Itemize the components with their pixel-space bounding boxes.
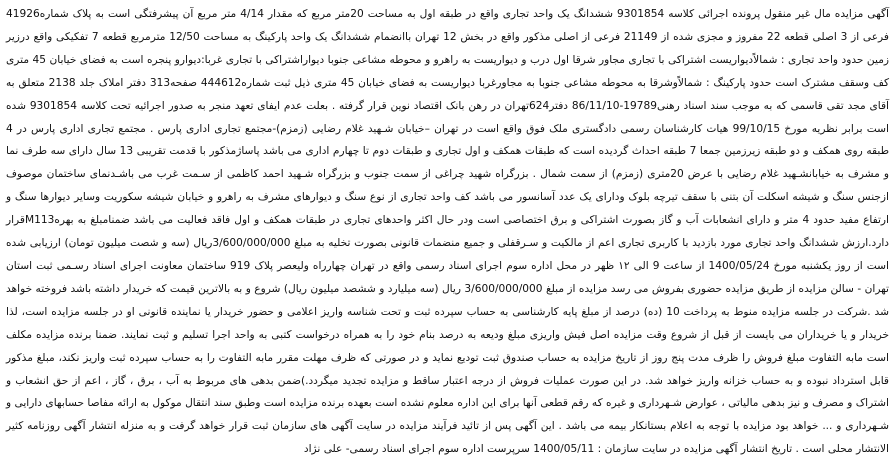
- auction-notice-text: آگهی مزایده مال غیر منقول پرونده اجرائی کلاسه 9301854 ششدانگ یک واحد تجاری واقع در طبقه اول به مساحت 20متر مربع که مقدار 4/14 متر مربع آن پیشرفتگی است به پلاک شماره41926 فرعی از 3 اصلی قطعه 22 مفروز و مجزی شده از 21149 فرعی از اصلی مذکور واقع در بخش 12 تهران باانضمام ششدانگ یک واحد پارکینگ به مساحت 12/50 مترمربع قطعه 7 تفکیکی واقع درزیر زمین حدود واحد تجاری : شمالاًدیواریست اشتراکی با تجاری مجاور شرقا اول درب و دیواریست به راهرو و محوطه مشاعی جنوبا دیواراشتراکی با تجاری غربا:دیوارو پنجره است به فضای خیابان 45 متری کف وسقف مشترک است حدود پارکینگ : شمالاًوشرقا به محوطه مشاعی جنوبا به مجاورغربا دیواریست به فضای خیابان 45 متری ذیل ثبت شماره444612 صفحه313 دفتر املاک جلد 2138 متعلق به آقای مجد تقی قاسمی که به موجب سند اسناد رهنی19789-86/11/10 دفتر624تهران در رهن بانک اقتصاد نوین قرار گرفته . بعلت عدم ایفای تعهد منجر به صدور اجرائیه تحت کلاسه 9301854 شده است برابر نظریه مورخ 99/10/15 هیات کارشناسان رسمی دادگستری ملک فوق واقع است در تهران –خیابان شـهید غلام رضایی (زمزم)-مجتمع تجاری اداری پارس . مجتمع تجاری اداری پارس در 4 طبقه روی همکف و دو طبقه زیرزمین جمعا 7 طبقه احداث گردیده است که طبقات همکف و اول تجاری و طبقات دوم تا چهارم اداری می باشد پاساژمذکور با قدمت تقریبی 13 سال دارای سه طرف نما و مشرف به خیابانشـهید غلام رضایی با عرض 20متری (زمزم) از سمت شمال . بزرگراه شهید چراغی از سمت جنوب و بزرگراه شـهید احمد کاظمی از سـمت غرب می باشـدنمای ساختمان موصوف ازجنس سنگ و شیشه اسکلت آن بتنی با سقف تیرچه بلوک ودارای یک عدد آسانسور می باشد کف واحد تجاری از نوع سنگ و دیوارهای مشرف به راهرو و خیابان شیشه سکوریت وسایر دیوارها سنگ و ارتفاع مفید حدود 4 متر و دارای انشعابات آب و گاز بصورت اشتراکی و برق اختصاصی است ودر حال اکثر واحدهای تجاری در طبقات همکف و اول فاقد فعالیت می باشد ضمنامبلغ به بهرهM113قرار دارد.ارزش ششدانگ واحد تجاری مورد بازدید با کاربری تجاری اعم از مالکیت و سـرقفلی و جمیع منضمات قانونی بصورت تخلیه به مبلغ 3/600/000/000ریال (سه و شصت میلیون تومان) ارزیابی شده است از روز یکشنبه مورخ 1400/05/24 از ساعت 9 الی ۱۲ ظهر در محل اداره سوم اجرای اسناد رسمی واقع در تهران چهارراه ولیعصر پلاک 919 ساختمان معاونت اجرای اسناد رسـمی ثبت استان تهران - سالن مزایده از طریق مزایده حضوری بفروش می رسد مزایده از مبلغ 3/600/000/000 ریال (سه میلیارد و ششصد میلیون ریال) شروع و به بالاترین قیمت که خریدار داشته باشد فروخته خواهد شد .شرکت در جلسه مزایده منوط به پرداخت 10 (ده) درصد از مبلغ پایه کارشناسی به حساب سپرده ثبت و تحت شناسه واریز اعلامی و حضور خریدار یا نماینده قانونی او در جلسه مزایده است، لذا خریدار و یا خریداران می بایست از قبل از شروع وقت مزایده اصل فیش واریزی مبلغ ودیعه به درصد بنام خود را به همراه درخواست کتبی به واحد اجرا تسلیم و ثبت نمایند. ضمنا برنده مزایده مکلف است مابه التفاوت مبلغ فروش را ظرف مدت پنج روز از تاریخ مزایده به حساب صندوق ثبت تودیع نماید و در صورتی که ظرف مهلت مقرر مابه التفاوت را به حساب سپرده ثبت واریز نکند، مبلغ مذکور قابل استرداد نبوده و به حساب خزانه واریز خواهد شد. در این صورت عملیات فروش از درجه اعتبار ساقط و مزایده تجدید میگردد.)ضمن بدهی های مربوط به آب ، برق ، گاز ، اعم از حق انشعاب و اشتراک و مصرف و نیز بدهی مالیاتی ، عوارض شـهرداری و غیره که رقم قطعی آنها برای این اداره معلوم نشده است بعهده برنده مزایده است وطبق سند انتقال موکول به ارائه مفاصا حسابهای دارایی و شـهرداری و ... خواهد بود مزایده با توجه به اعلام بستانکار بیمه می باشد . این آگهی پس از تائید فرآیند مزایده در سایت آگهی های سازمان ثبت قرار خواهد گرفت و به منزله انتشار آگهی روزنامه کثیر الانتشار محلی است . تاریخ انتشار آگهی مزایده در سایت سازمان : 1400/05/11 سرپرست اداره سوم اجرای اسناد رسمی- علی نژاد: [6, 8, 890, 456]
